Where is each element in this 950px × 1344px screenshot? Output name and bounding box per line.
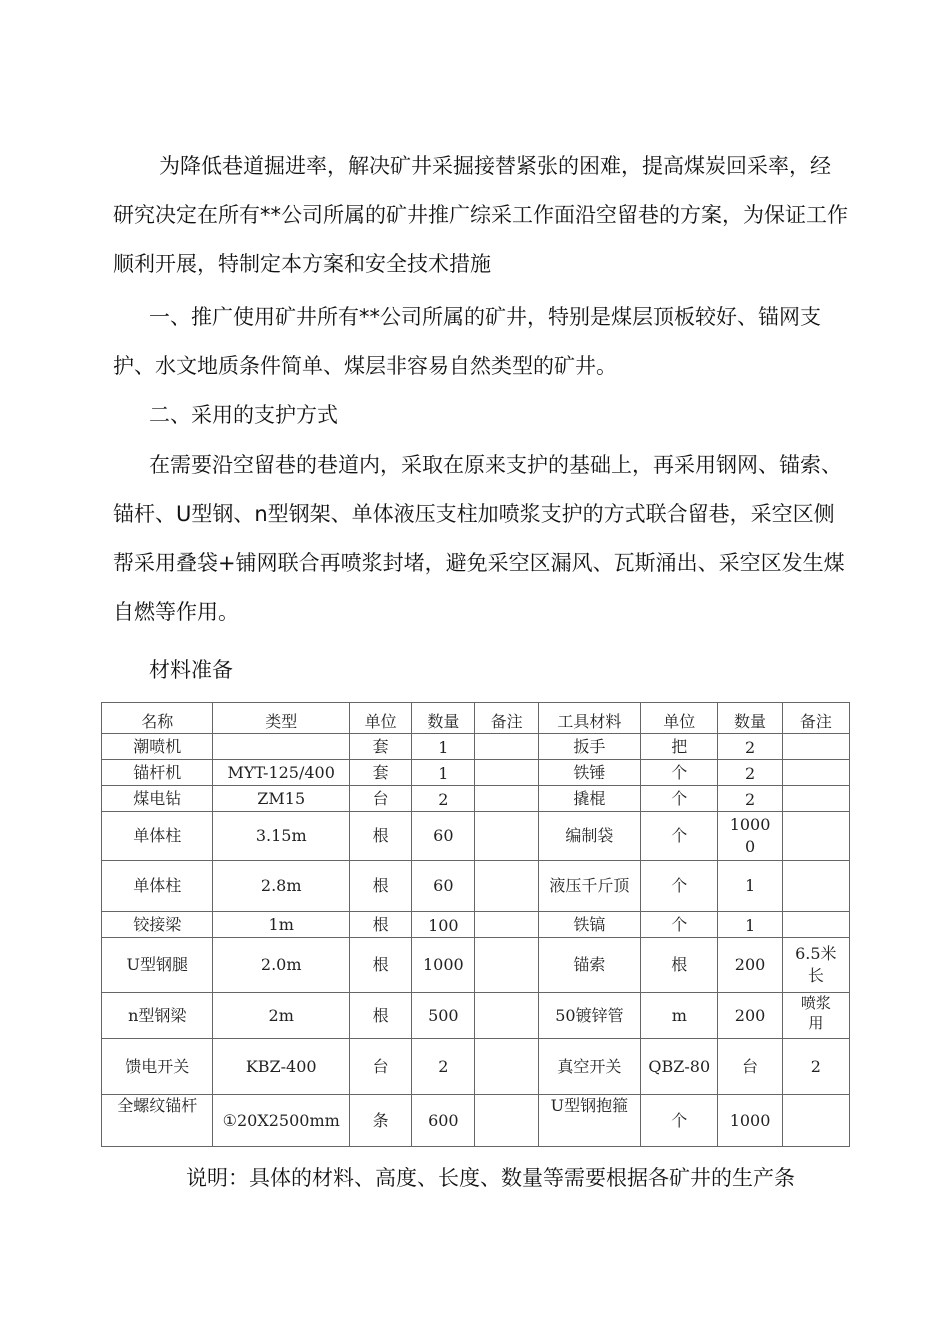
table-cell: 馈电开关 [102, 1039, 213, 1095]
table-cell: 50镀锌管 [538, 993, 640, 1039]
table-row [102, 734, 850, 760]
table-cell [475, 993, 538, 1039]
table-cell [782, 1095, 849, 1147]
table-cell: 编制袋 [538, 812, 640, 861]
table-cell: 台 [349, 786, 411, 812]
header-cell: 类型 [213, 703, 350, 734]
table-cell [475, 786, 538, 812]
table-cell: 1m [213, 912, 350, 938]
table-cell: 6.5米长 [782, 938, 849, 993]
table-cell [475, 912, 538, 938]
table-cell: 单体柱 [102, 861, 213, 912]
table-cell: 真空开关 [538, 1039, 640, 1095]
table-cell [782, 760, 849, 786]
table-cell: 1000 [718, 1095, 782, 1147]
support-method-paragraph: 在需要沿空留巷的巷道内，采取在原来支护的基础上，再采用钢网、锚索、锚杆、U型钢、n型钢架、单体液压支柱加喷浆支护的方式联合留巷，采空区侧帮采用叠袋+铺网联合再喷浆封堵，避免采空区漏风、瓦斯涌出、采空区发生煤自燃等作用。 [113, 453, 845, 624]
table-cell: MYT-125/400 [213, 760, 350, 786]
table-cell: 锚索 [538, 938, 640, 993]
header-cell: 数量 [718, 703, 782, 734]
table-cell: 1 [718, 861, 782, 912]
header-cell: 数量 [412, 703, 475, 734]
table-cell: U型钢抱箍 [538, 1095, 640, 1147]
table-cell [782, 734, 849, 760]
table-cell: 把 [641, 734, 718, 760]
table-row [102, 760, 850, 786]
table-cell: 个 [641, 786, 718, 812]
table-row [102, 1039, 850, 1095]
table-cell: 3.15m [213, 812, 350, 861]
table-cell: 套 [349, 734, 411, 760]
table-cell: 单体柱 [102, 812, 213, 861]
table-row [102, 938, 850, 993]
table-cell: 台 [718, 1039, 782, 1095]
table-cell: 铰接梁 [102, 912, 213, 938]
table-cell: 全螺纹锚杆 [102, 1095, 213, 1147]
materials-table [101, 702, 850, 1147]
table-cell: m [641, 993, 718, 1039]
table-cell: 根 [641, 938, 718, 993]
table-cell: 条 [349, 1095, 411, 1147]
table-cell: 铁镐 [538, 912, 640, 938]
table-cell: 扳手 [538, 734, 640, 760]
table-cell: 喷浆用 [782, 993, 849, 1039]
table-cell: 1000 [412, 938, 475, 993]
table-cell: 根 [349, 912, 411, 938]
table-cell: ①20X2500mm [213, 1095, 350, 1147]
table-cell [782, 812, 849, 861]
table-cell: 2 [718, 760, 782, 786]
table-cell: 2 [782, 1039, 849, 1095]
table-cell [475, 1095, 538, 1147]
table-header-row [102, 703, 850, 734]
table-cell: 台 [349, 1039, 411, 1095]
table-cell: 60 [412, 812, 475, 861]
table-cell: 撬棍 [538, 786, 640, 812]
table-cell: 2.8m [213, 861, 350, 912]
table-cell: 200 [718, 993, 782, 1039]
section-two-heading: 二、采用的支护方式 [149, 403, 338, 427]
table-cell [475, 1039, 538, 1095]
table-cell [213, 734, 350, 760]
intro-paragraph: 为降低巷道掘进率，解决矿井采掘接替紧张的困难，提高煤炭回采率，经研究决定在所有**公司所属的矿井推广综采工作面沿空留巷的方案，为保证工作顺利开展，特制定本方案和安全技术措施 [113, 154, 848, 276]
header-cell: 备注 [782, 703, 849, 734]
table-cell: 600 [412, 1095, 475, 1147]
materials-label: 材料准备 [149, 658, 233, 682]
table-cell: 煤电钻 [102, 786, 213, 812]
header-cell: 单位 [349, 703, 411, 734]
table-cell: 根 [349, 938, 411, 993]
table-cell [475, 812, 538, 861]
header-cell: 名称 [102, 703, 213, 734]
table-cell [782, 861, 849, 912]
table-cell: 个 [641, 760, 718, 786]
table-cell [475, 734, 538, 760]
table-cell: 个 [641, 812, 718, 861]
table-cell: KBZ-400 [213, 1039, 350, 1095]
table-cell: 2 [412, 786, 475, 812]
table-cell: 个 [641, 861, 718, 912]
table-row [102, 812, 850, 861]
table-cell [782, 912, 849, 938]
table-cell: 根 [349, 861, 411, 912]
table-cell: 个 [641, 1095, 718, 1147]
table-cell: 2 [718, 786, 782, 812]
table-cell: 液压千斤顶 [538, 861, 640, 912]
table-cell: 铁锤 [538, 760, 640, 786]
table-cell: 200 [718, 938, 782, 993]
table-cell [782, 786, 849, 812]
section-one-paragraph: 一、推广使用矿井所有**公司所属的矿井，特别是煤层顶板较好、锚网支护、水文地质条件简单、煤层非容易自然类型的矿井。 [113, 305, 821, 378]
table-row [102, 1095, 850, 1147]
table-row [102, 993, 850, 1039]
table-cell: 500 [412, 993, 475, 1039]
table-cell: QBZ-80 [641, 1039, 718, 1095]
table-cell: 套 [349, 760, 411, 786]
table-cell [475, 861, 538, 912]
table-cell: 2.0m [213, 938, 350, 993]
table-cell: n型钢梁 [102, 993, 213, 1039]
table-cell: 10000 [718, 812, 782, 861]
table-cell: 潮喷机 [102, 734, 213, 760]
header-cell: 工具材料 [538, 703, 640, 734]
table-cell: U型钢腿 [102, 938, 213, 993]
table-cell: 2 [412, 1039, 475, 1095]
table-cell: 2 [718, 734, 782, 760]
table-cell: 锚杆机 [102, 760, 213, 786]
explanation-note: 说明：具体的材料、高度、长度、数量等需要根据各矿井的生产条 [186, 1166, 795, 1190]
table-cell: 个 [641, 912, 718, 938]
table-cell: 100 [412, 912, 475, 938]
table-row [102, 861, 850, 912]
header-cell: 备注 [475, 703, 538, 734]
table-cell: 2m [213, 993, 350, 1039]
table-cell: 根 [349, 993, 411, 1039]
table-cell: ZM15 [213, 786, 350, 812]
table-cell [475, 760, 538, 786]
table-cell: 1 [412, 734, 475, 760]
table-cell: 根 [349, 812, 411, 861]
table-row [102, 912, 850, 938]
table-cell: 1 [718, 912, 782, 938]
header-cell: 单位 [641, 703, 718, 734]
table-row [102, 786, 850, 812]
table-cell: 1 [412, 760, 475, 786]
table-cell: 60 [412, 861, 475, 912]
table-cell [475, 938, 538, 993]
